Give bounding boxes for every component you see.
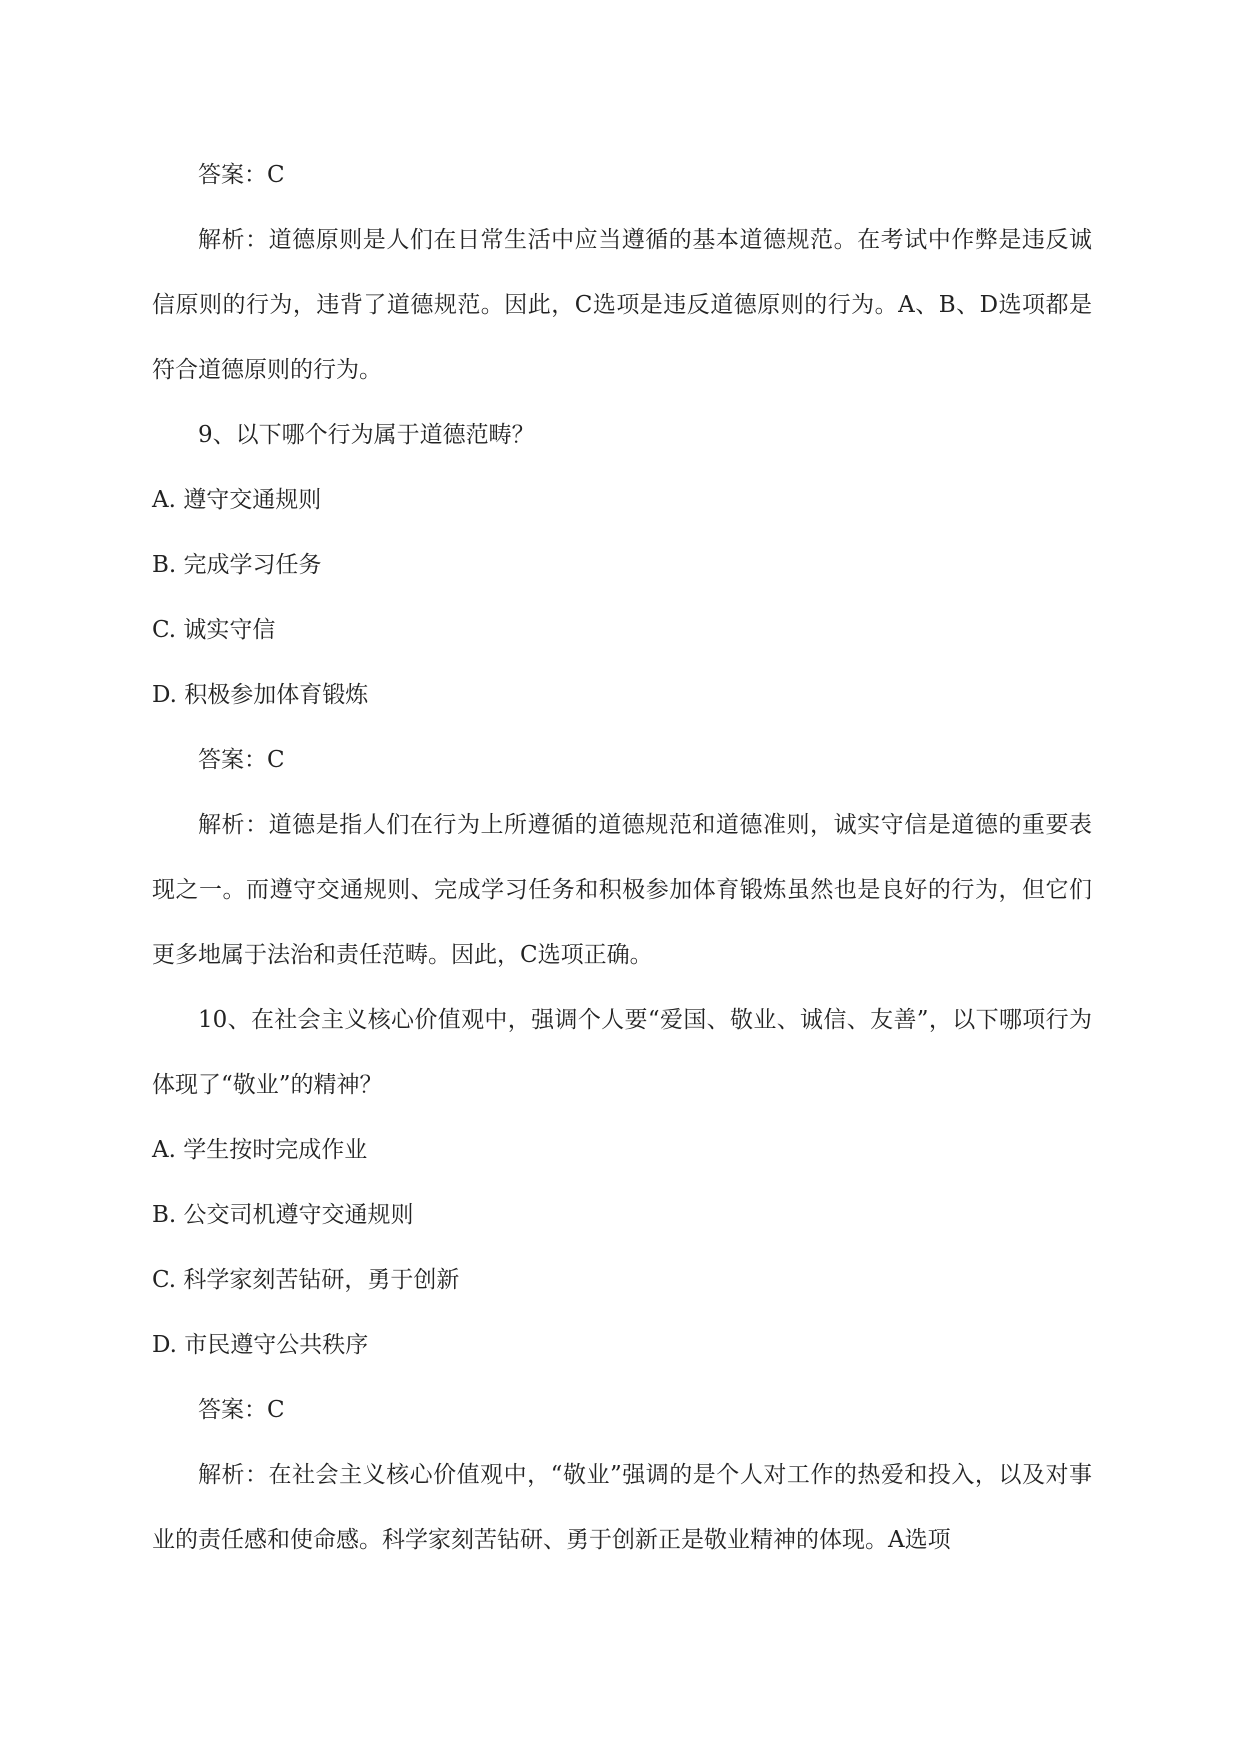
q10-answer: 答案：C [198, 1397, 285, 1423]
q9-answer: 答案：C [198, 747, 285, 773]
q9-option-c: C. 诚实守信 [152, 617, 276, 643]
q10-analysis: 解析：在社会主义核心价值观中，“敬业”强调的是个人对工作的热爱和投入，以及对事业的责任感和使命感。科学家刻苦钻研、勇于创新正是敬业精神的体现。A选项 [152, 1462, 1092, 1553]
q10-option-b: B. 公交司机遵守交通规则 [152, 1202, 414, 1228]
q9-analysis: 解析：道德是指人们在行为上所遵循的道德规范和道德准则，诚实守信是道德的重要表现之一。而遵守交通规则、完成学习任务和积极参加体育锻炼虽然也是良好的行为，但它们更多地属于法治和责任范畴。因此，C选项正确。 [152, 812, 1092, 968]
answer-text: 答案：C [198, 162, 285, 188]
q9-option-b: B. 完成学习任务 [152, 552, 322, 578]
q10-option-c: C. 科学家刻苦钻研，勇于创新 [152, 1267, 460, 1293]
page-content [152, 143, 1092, 1573]
q9-option-d: D. 积极参加体育锻炼 [152, 682, 369, 708]
q9-option-a: A. 遵守交通规则 [152, 487, 322, 513]
question-10: 10、在社会主义核心价值观中，强调个人要“爱国、敬业、诚信、友善”，以下哪项行为体现了“敬业”的精神？ [152, 1007, 1092, 1098]
q10-option-a: A. 学生按时完成作业 [152, 1137, 368, 1163]
q10-option-d: D. 市民遵守公共秩序 [152, 1332, 369, 1358]
analysis-text: 解析：道德原则是人们在日常生活中应当遵循的基本道德规范。在考试中作弊是违反诚信原则的行为，违背了道德规范。因此，C选项是违反道德原则的行为。A、B、D选项都是符合道德原则的行为。 [152, 227, 1092, 383]
question-9: 9、以下哪个行为属于道德范畴？ [198, 422, 535, 448]
